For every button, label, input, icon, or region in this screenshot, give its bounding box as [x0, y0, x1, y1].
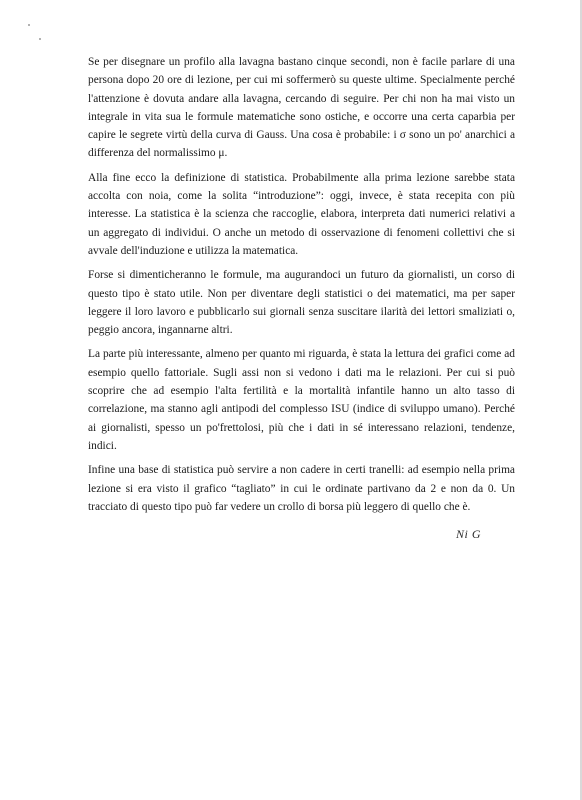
- scan-speck: [39, 38, 41, 40]
- paragraph-graphs: La parte più interessante, almeno per quanto mi riguarda, è stata la lettura dei grafici come ad esempio quello fattoriale. Sugli assi non si vedono i dati ma le relazioni. Per cui si può scoprire che ad esempio l'alta fertilità e la mortalità infantile hanno un alto tasso di correlazione, ma stanno agli antipodi del complesso ISU (indice di sviluppo umano). Perché ai giornalisti, spesso un po'frettolosi, più che i dati in sé interessano relazioni, tendenze, indici.: [88, 348, 515, 452]
- paragraph-conclusion: Infine una base di statistica può servire a non cadere in certi tranelli: ad esempio nella prima lezione si era visto il grafico “tagliato” in cui le ordinate partivano da 2 e non da 0. Un tracciato di questo tipo può far vedere un crollo di borsa più leggero di quello che è.: [88, 464, 515, 513]
- scan-speck: [28, 24, 30, 26]
- document-body: [88, 53, 515, 522]
- paragraph-formulas: Forse si dimenticheranno le formule, ma augurandoci un futuro da giornalisti, un corso di questo tipo è stato utile. Non per diventare degli statistici o dei matematici, ma per saper leggere il loro lavoro e pubblicarlo sui giornali senza suscitare ilarità dei lettori smaliziati o, peggio ancora, ingannarne altri.: [88, 269, 515, 337]
- signature: Ni G: [456, 527, 482, 541]
- paragraph-intro: Se per disegnare un profilo alla lavagna bastano cinque secondi, non è facile parlare di una persona dopo 20 ore di lezione, per cui mi soffermerò su queste ultime. Specialmente perché l'attenzione è dovuta andare alla lavagna, cercando di seguire. Per chi non ha mai visto un integrale in vita sua le formule matematiche sono ostiche, e occorre una certa caparbia per capire le segrete virtù della curva di Gauss. Una cosa è probabile: i σ sono un po' anarchici a differenza del normalissimo μ.: [88, 56, 515, 160]
- paragraph-definition: Alla fine ecco la definizione di statistica. Probabilmente alla prima lezione sarebbe stata accolta con noia, come la solita “introduzione”: oggi, invece, è stata recepita con più interesse. La statistica è la scienza che raccoglie, elabora, interpreta dati numerici relativi a un aggregato di individui. O anche un metodo di osservazione di fenomeni collettivi che si avvale dell'induzione e utilizza la matematica.: [88, 171, 515, 257]
